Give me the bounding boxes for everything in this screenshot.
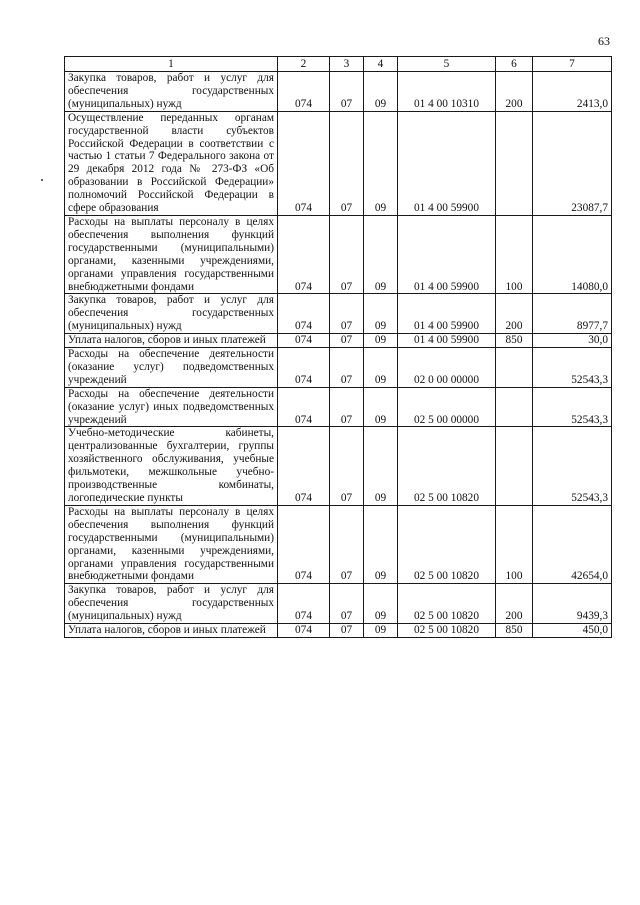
amount: 9439,3 <box>533 584 612 624</box>
table-row <box>65 294 612 334</box>
expense-type: 850 <box>496 334 533 348</box>
section-code: 07 <box>330 294 364 334</box>
subsection-code: 09 <box>364 215 398 293</box>
subsection-code: 09 <box>364 505 398 583</box>
subsection-code: 09 <box>364 72 398 112</box>
target-article: 01 4 00 59900 <box>398 111 496 215</box>
amount: 30,0 <box>533 334 612 348</box>
amount: 23087,7 <box>533 111 612 215</box>
target-article: 02 5 00 00000 <box>398 387 496 427</box>
amount: 52543,3 <box>533 427 612 505</box>
expense-name: Закупка товаров, работ и услуг для обеспечения государственных (муниципальных) нужд <box>65 72 278 112</box>
amount: 8977,7 <box>533 294 612 334</box>
table-row <box>65 584 612 624</box>
amount: 52543,3 <box>533 387 612 427</box>
expense-type <box>496 111 533 215</box>
section-code: 07 <box>330 624 364 638</box>
column-header-5: 5 <box>398 57 496 72</box>
amount: 2413,0 <box>533 72 612 112</box>
expense-name: Расходы на выплаты персоналу в целях обеспечения выполнения функций государственными (муниципальными) органами, казенными учреждениями, органами управления государственными внебюджетными фондами <box>65 215 278 293</box>
subsection-code: 09 <box>364 348 398 388</box>
header-row <box>65 57 612 72</box>
amount: 14080,0 <box>533 215 612 293</box>
expense-name: Расходы на обеспечение деятельности (оказание услуг) подведомственных учреждений <box>65 348 278 388</box>
section-code: 07 <box>330 584 364 624</box>
page-number: 63 <box>598 34 610 48</box>
subsection-code: 09 <box>364 294 398 334</box>
column-header-2: 2 <box>278 57 330 72</box>
table-row <box>65 624 612 638</box>
admin-code: 074 <box>278 111 330 215</box>
subsection-code: 09 <box>364 111 398 215</box>
expense-type <box>496 348 533 388</box>
target-article: 01 4 00 10310 <box>398 72 496 112</box>
scan-speck <box>41 179 43 181</box>
expense-name: Уплата налогов, сборов и иных платежей <box>65 334 278 348</box>
target-article: 01 4 00 59900 <box>398 294 496 334</box>
table-row <box>65 427 612 505</box>
expense-name: Учебно-методические кабинеты, централизованные бухгалтерии, группы хозяйственного обслуживания, учебные фильмотеки, межшкольные учебно-производственные комбинаты, логопедические пункты <box>65 427 278 505</box>
target-article: 01 4 00 59900 <box>398 215 496 293</box>
expense-name: Осуществление переданных органам государственной власти субъектов Российской Федерации в соответствии с частью 1 статьи 7 Федерального закона от 29 декабря 2012 года № 273-ФЗ «Об образовании в Российской Федерации» полномочий Российской Федерации в сфере образования <box>65 111 278 215</box>
expense-type: 200 <box>496 72 533 112</box>
column-header-7: 7 <box>533 57 612 72</box>
subsection-code: 09 <box>364 584 398 624</box>
admin-code: 074 <box>278 348 330 388</box>
admin-code: 074 <box>278 387 330 427</box>
admin-code: 074 <box>278 584 330 624</box>
subsection-code: 09 <box>364 427 398 505</box>
subsection-code: 09 <box>364 334 398 348</box>
table-row <box>65 72 612 112</box>
section-code: 07 <box>330 334 364 348</box>
table-row <box>65 111 612 215</box>
expense-type: 200 <box>496 294 533 334</box>
amount: 42654,0 <box>533 505 612 583</box>
budget-table <box>64 56 612 638</box>
section-code: 07 <box>330 505 364 583</box>
amount: 52543,3 <box>533 348 612 388</box>
table-row <box>65 348 612 388</box>
expense-name: Расходы на выплаты персоналу в целях обеспечения выполнения функций государственными (муниципальными) органами, казенными учреждениями, органами управления государственными внебюджетными фондами <box>65 505 278 583</box>
section-code: 07 <box>330 348 364 388</box>
expense-type: 100 <box>496 215 533 293</box>
expense-name: Закупка товаров, работ и услуг для обеспечения государственных (муниципальных) нужд <box>65 294 278 334</box>
expense-type: 200 <box>496 584 533 624</box>
subsection-code: 09 <box>364 387 398 427</box>
table-row <box>65 505 612 583</box>
target-article: 02 5 00 10820 <box>398 505 496 583</box>
expense-type: 850 <box>496 624 533 638</box>
target-article: 02 5 00 10820 <box>398 427 496 505</box>
expense-type <box>496 427 533 505</box>
section-code: 07 <box>330 111 364 215</box>
admin-code: 074 <box>278 215 330 293</box>
admin-code: 074 <box>278 72 330 112</box>
section-code: 07 <box>330 215 364 293</box>
section-code: 07 <box>330 427 364 505</box>
table-row <box>65 215 612 293</box>
target-article: 02 5 00 10820 <box>398 624 496 638</box>
subsection-code: 09 <box>364 624 398 638</box>
expense-name: Уплата налогов, сборов и иных платежей <box>65 624 278 638</box>
expense-name: Расходы на обеспечение деятельности (оказание услуг) иных подведомственных учреждений <box>65 387 278 427</box>
admin-code: 074 <box>278 334 330 348</box>
admin-code: 074 <box>278 505 330 583</box>
table-row <box>65 334 612 348</box>
column-header-4: 4 <box>364 57 398 72</box>
column-header-1: 1 <box>65 57 278 72</box>
admin-code: 074 <box>278 294 330 334</box>
target-article: 01 4 00 59900 <box>398 334 496 348</box>
column-header-3: 3 <box>330 57 364 72</box>
amount: 450,0 <box>533 624 612 638</box>
target-article: 02 0 00 00000 <box>398 348 496 388</box>
column-header-6: 6 <box>496 57 533 72</box>
section-code: 07 <box>330 387 364 427</box>
section-code: 07 <box>330 72 364 112</box>
admin-code: 074 <box>278 427 330 505</box>
target-article: 02 5 00 10820 <box>398 584 496 624</box>
admin-code: 074 <box>278 624 330 638</box>
expense-type <box>496 387 533 427</box>
expense-type: 100 <box>496 505 533 583</box>
table-row <box>65 387 612 427</box>
expense-name: Закупка товаров, работ и услуг для обеспечения государственных (муниципальных) нужд <box>65 584 278 624</box>
